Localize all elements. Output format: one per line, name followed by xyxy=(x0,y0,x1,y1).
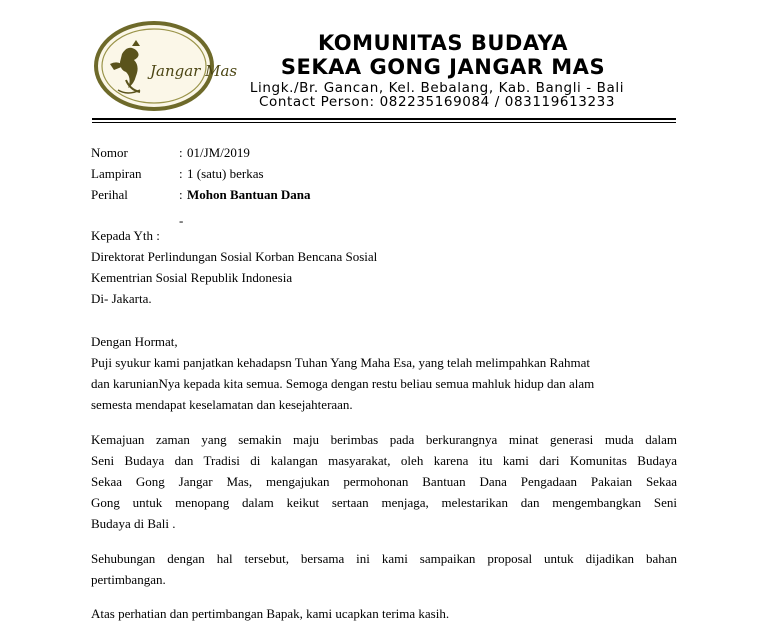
meta-value: 1 (satu) berkas xyxy=(187,166,264,181)
jangar-mas-logo xyxy=(92,18,238,114)
meta-row-perihal xyxy=(91,184,491,205)
meta-label: Nomor xyxy=(91,145,128,160)
org-contact: Contact Person: 082235169084 / 083119613233 xyxy=(258,94,616,110)
paragraph-line: Sekaa Gong Jangar Mas, mengajukan permohonan Bantuan Dana Pengadaan Pakaian Sekaa xyxy=(91,474,677,489)
addressee-greeting: Kepada Yth : xyxy=(91,228,160,243)
paragraph-line: dan karunianNya kepada kita semua. Semoga dengan restu beliau semua mahluk hidup dan alam xyxy=(91,376,595,391)
meta-row-lampiran xyxy=(91,163,491,184)
addressee-line: Kementrian Sosial Republik Indonesia xyxy=(91,270,293,285)
meta-label: Perihal xyxy=(91,187,128,202)
paragraph-line: semesta mendapat keselamatan dan kesejahteraan. xyxy=(91,397,353,412)
paragraph-line: Puji syukur kami panjatkan kehadapsn Tuhan Yang Maha Esa, yang telah melimpahkan Rahmat xyxy=(91,355,590,370)
salutation: Dengan Hormat, xyxy=(91,334,178,349)
paragraph-closing xyxy=(91,548,677,590)
meta-value-subject: Mohon Bantuan Dana xyxy=(187,187,311,202)
org-address: Lingk./Br. Gancan, Kel. Bebalang, Kab. Bangli - Bali xyxy=(249,80,625,96)
org-name-line1: KOMUNITAS BUDAYA xyxy=(317,31,569,55)
paragraph-main xyxy=(91,429,677,534)
logo-wordmark: Jangar Mas xyxy=(150,62,238,80)
meta-row-nomor xyxy=(91,142,491,163)
addressee-line: Direktorat Perlindungan Sosial Korban Bencana Sosial xyxy=(91,249,378,264)
meta-separator: : xyxy=(179,166,183,181)
paragraph-opening xyxy=(91,331,677,415)
paragraph-line: Seni Budaya dan Tradisi di kalangan masyarakat, oleh karena itu kami dari Komunitas Budaya xyxy=(91,453,677,468)
paragraph-line: Budaya di Bali . xyxy=(91,516,176,531)
paragraph-line: Sehubungan dengan hal tersebut, bersama ini kami sampaikan proposal untuk dijadikan bahan xyxy=(91,551,677,566)
paragraph-line: pertimbangan. xyxy=(91,572,166,587)
addressee-line: Di- Jakarta. xyxy=(91,291,152,306)
letterhead-rule-thick xyxy=(92,118,676,120)
paragraph-line: Kemajuan zaman yang semakin maju berimbas pada berkurangnya minat generasi muda dalam xyxy=(91,432,677,447)
addressee-block xyxy=(91,225,677,309)
paragraph-line: Gong untuk menopang dalam keikut sertaan menjaga, melestarikan dan mengembangkan Seni xyxy=(91,495,677,510)
paragraph-thanks xyxy=(91,603,677,624)
letterhead-rule-thin xyxy=(92,122,676,123)
meta-label: Lampiran xyxy=(91,166,142,181)
meta-separator: : xyxy=(179,187,183,202)
meta-value: 01/JM/2019 xyxy=(187,145,250,160)
org-name-line2: SEKAA GONG JANGAR MAS xyxy=(280,55,606,79)
stray-dash: - xyxy=(179,213,184,228)
thanks-line: Atas perhatian dan pertimbangan Bapak, kami ucapkan terima kasih. xyxy=(91,606,450,621)
letter-meta xyxy=(91,142,491,205)
meta-separator: : xyxy=(179,145,183,160)
